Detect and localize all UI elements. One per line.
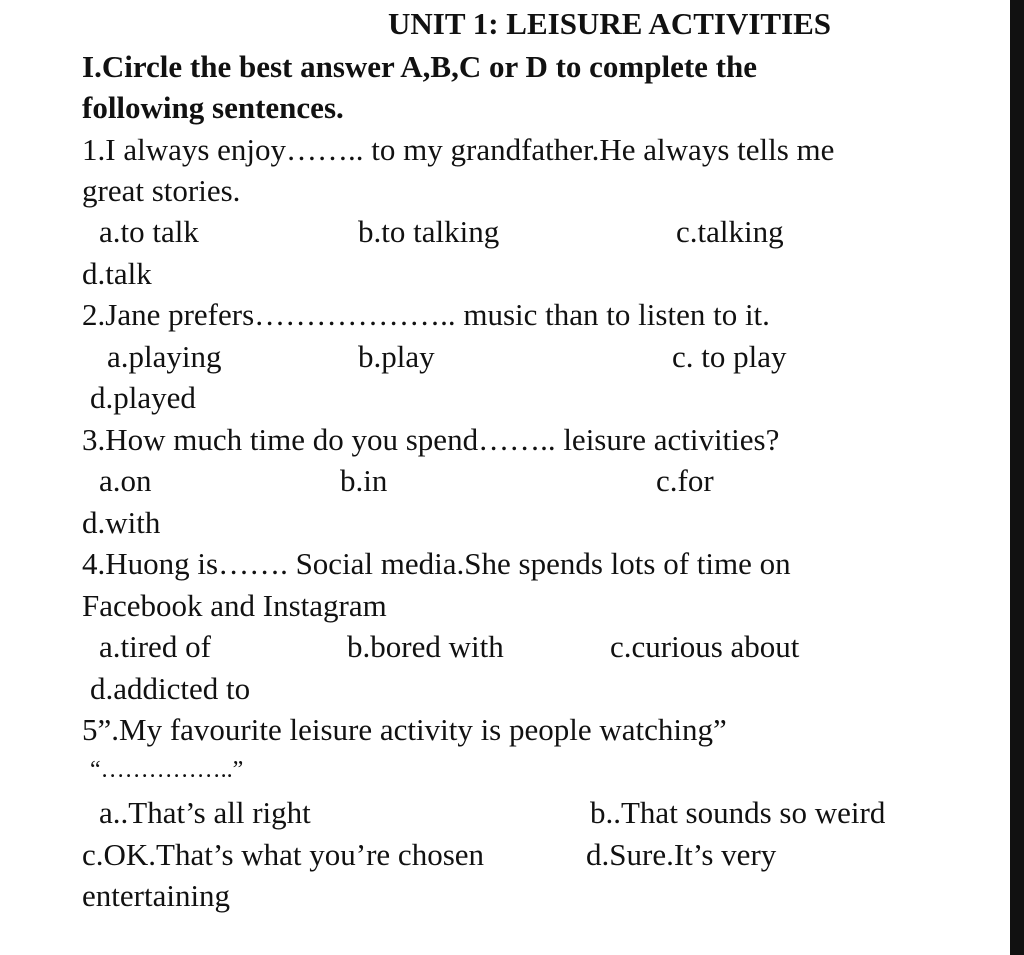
question-2-option-b[interactable]: b.play [358,339,435,374]
question-2-option-d[interactable]: d.played [90,380,196,415]
question-4-option-a[interactable]: a.tired of [99,629,211,664]
question-1-stem-cont: great stories. [82,173,241,208]
question-1-option-b[interactable]: b.to talking [358,214,500,249]
question-4-option-b[interactable]: b.bored with [347,629,504,664]
question-1-option-d[interactable]: d.talk [82,256,152,291]
question-3-option-a[interactable]: a.on [99,463,152,498]
question-5-option-d-cont[interactable]: entertaining [82,878,231,913]
question-5-stem: 5”.My favourite leisure activity is people watching” [82,712,727,747]
question-1-option-a[interactable]: a.to talk [99,214,199,249]
question-3-option-c[interactable]: c.for [656,463,714,498]
question-2-option-c[interactable]: c. to play [672,339,787,374]
question-3-option-b[interactable]: b.in [340,463,388,498]
question-4-stem: 4.Huong is……. Social media.She spends lots of time on [82,546,791,581]
question-5-blank: “……………..” [90,757,244,783]
question-3-option-d[interactable]: d.with [82,505,161,540]
question-1-stem: 1.I always enjoy…….. to my grandfather.He always tells me [82,132,835,167]
question-5-option-d[interactable]: d.Sure.It’s very [586,837,777,872]
question-2-stem: 2.Jane prefers……………….. music than to listen to it. [82,297,770,332]
question-5-option-c[interactable]: c.OK.That’s what you’re chosen [82,837,485,872]
question-5-option-a[interactable]: a..That’s all right [99,795,311,830]
question-3-stem: 3.How much time do you spend…….. leisure activities? [82,422,780,457]
instruction-line-2: following sentences. [82,90,344,125]
page-edge-bar [1010,0,1024,955]
question-2-option-a[interactable]: a.playing [107,339,222,374]
question-1-option-c[interactable]: c.talking [676,214,784,249]
question-4-stem-cont: Facebook and Instagram [82,588,387,623]
question-4-option-c[interactable]: c.curious about [610,629,800,664]
instruction-line-1: I.Circle the best answer A,B,C or D to complete the [82,49,758,84]
question-4-option-d[interactable]: d.addicted to [90,671,251,706]
question-5-option-b[interactable]: b..That sounds so weird [590,795,886,830]
page-title: UNIT 1: LEISURE ACTIVITIES [388,6,832,41]
